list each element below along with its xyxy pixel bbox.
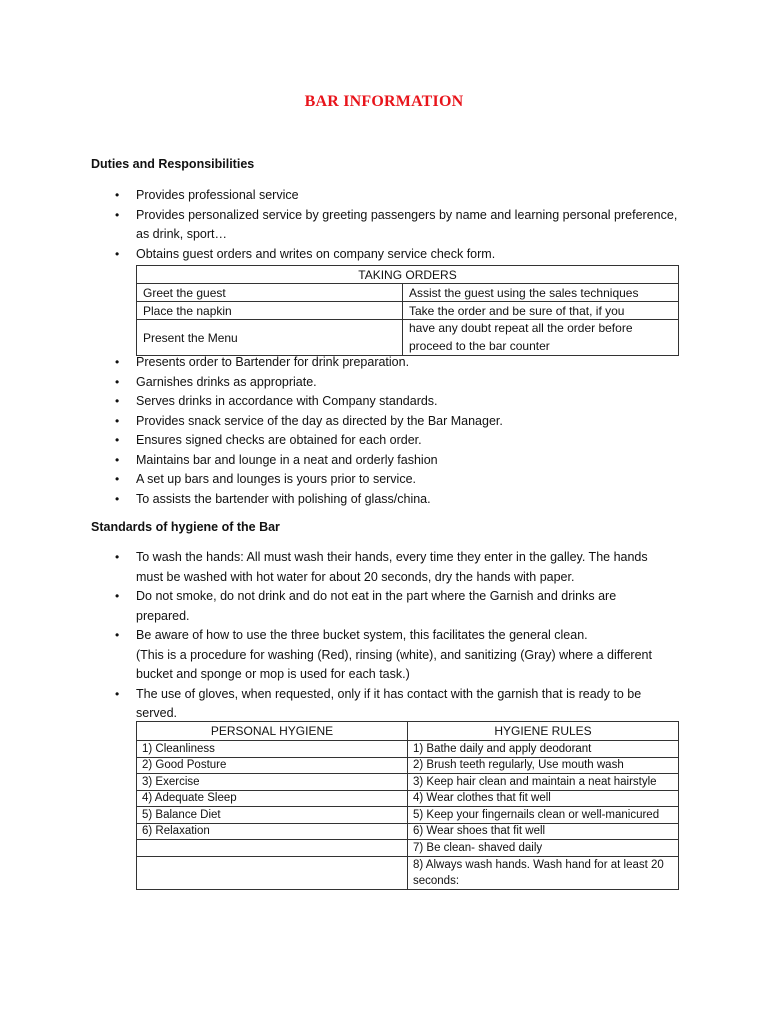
hygiene-heading: Standards of hygiene of the Bar [91, 520, 280, 534]
table-cell: Take the order and be sure of that, if you [403, 302, 679, 320]
hygiene-rules-table [136, 721, 679, 890]
duties-list-bottom [91, 353, 691, 509]
list-item: • Presents order to Bartender for drink preparation. [91, 353, 691, 373]
list-item: • Serves drinks in accordance with Company standards. [91, 392, 691, 412]
table-cell: 5) Balance Diet [137, 807, 408, 824]
list-item: • To wash the hands: All must wash their hands, every time they enter in the galley. The hands must be washed with hot water for about 20 seconds, dry the hands with paper. [91, 548, 691, 587]
table-cell: 4) Adequate Sleep [137, 790, 408, 807]
list-item: • Maintains bar and lounge in a neat and orderly fashion [91, 451, 691, 471]
table-row [137, 807, 679, 824]
document-title: BAR INFORMATION [304, 93, 464, 110]
list-item: • Be aware of how to use the three bucket system, this facilitates the general clean. (This is a procedure for washing (Red), rinsing (white), and sanitizing (Gray) where a different bucket and sponge or mop is used for each task.) [91, 626, 691, 685]
table-cell: 6) Relaxation [137, 823, 408, 840]
hygiene-list [91, 548, 691, 724]
list-item: • Obtains guest orders and writes on company service check form. [91, 245, 691, 265]
table-cell: 7) Be clean- shaved daily [408, 840, 679, 857]
table-row [137, 284, 679, 302]
table-cell: 3) Exercise [137, 774, 408, 791]
table-row [137, 840, 679, 857]
table-cell: 6) Wear shoes that fit well [408, 823, 679, 840]
table-cell: Greet the guest [137, 284, 403, 302]
table-row [137, 823, 679, 840]
table-cell [137, 840, 408, 857]
duties-list-top [91, 186, 691, 264]
table-row [137, 741, 679, 758]
list-item: • Do not smoke, do not drink and do not eat in the part where the Garnish and drinks are prepared. [91, 587, 691, 626]
table-header: HYGIENE RULES [408, 722, 679, 741]
table-cell: have any doubt repeat all the order before proceed to the bar counter [403, 320, 679, 356]
table-header: PERSONAL HYGIENE [137, 722, 408, 741]
list-item: • Provides snack service of the day as directed by the Bar Manager. [91, 412, 691, 432]
list-item: • Ensures signed checks are obtained for each order. [91, 431, 691, 451]
list-item: • A set up bars and lounges is yours prior to service. [91, 470, 691, 490]
table-row [137, 774, 679, 791]
table-row [137, 757, 679, 774]
table-cell: 2) Good Posture [137, 757, 408, 774]
table-row [137, 856, 679, 889]
table-cell: Place the napkin [137, 302, 403, 320]
table-cell: 3) Keep hair clean and maintain a neat hairstyle [408, 774, 679, 791]
taking-orders-table [136, 265, 679, 356]
table-cell: 5) Keep your fingernails clean or well-manicured [408, 807, 679, 824]
table-cell: 2) Brush teeth regularly, Use mouth wash [408, 757, 679, 774]
list-item: • Garnishes drinks as appropriate. [91, 373, 691, 393]
table-cell: 8) Always wash hands. Wash hand for at least 20 seconds: [408, 856, 679, 889]
table-cell: 1) Cleanliness [137, 741, 408, 758]
table-row [137, 790, 679, 807]
table-cell: Present the Menu [137, 320, 403, 356]
table-cell: Assist the guest using the sales techniques [403, 284, 679, 302]
list-item: • The use of gloves, when requested, only if it has contact with the garnish that is ready to be served. [91, 685, 691, 724]
table-cell: 1) Bathe daily and apply deodorant [408, 741, 679, 758]
list-item: • Provides personalized service by greeting passengers by name and learning personal preference, as drink, sport… [91, 206, 691, 245]
duties-heading: Duties and Responsibilities [91, 157, 255, 171]
list-item: • Provides professional service [91, 186, 691, 206]
table-row [137, 302, 679, 320]
table-header: TAKING ORDERS [137, 266, 679, 284]
table-row [137, 320, 679, 356]
table-cell [137, 856, 408, 889]
list-item: • To assists the bartender with polishing of glass/china. [91, 490, 691, 510]
table-cell: 4) Wear clothes that fit well [408, 790, 679, 807]
